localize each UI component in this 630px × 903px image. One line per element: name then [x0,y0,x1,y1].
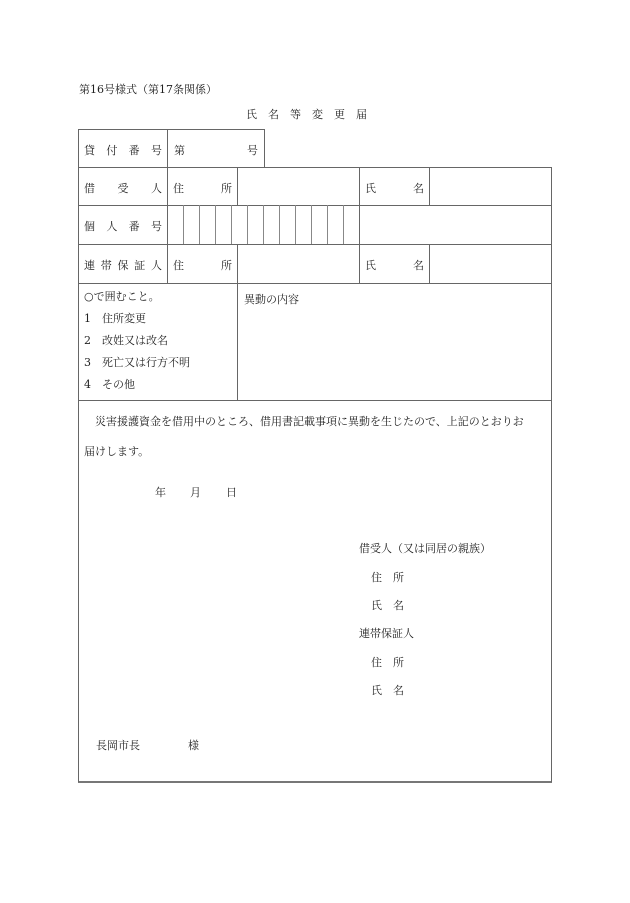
guarantor-address-input[interactable] [240,247,356,280]
individual-number-digit[interactable] [183,205,199,244]
label-char: 人 [151,259,162,272]
table-border [264,129,265,167]
label-char: 名 [413,182,424,195]
individual-number-digit[interactable] [343,205,359,244]
declaration [84,407,550,467]
loan-number-suffix: 号 [247,144,258,157]
table-border [78,129,265,130]
change-kind-option[interactable]: 2 改姓又は改名 [84,334,168,347]
date-year-label: 年 [155,486,166,499]
signature-guarantor-name: 氏 名 [371,684,404,697]
table-border [237,244,238,400]
label-char: 人 [151,182,162,195]
label-char: 号 [150,144,162,157]
label-char: 貸 [84,144,95,157]
label-char: 人 [106,220,118,233]
label-char: 住 [173,182,184,195]
table-border [78,244,552,245]
signature-borrower-name: 氏 名 [371,599,404,612]
loan-number-prefix: 第 [174,144,185,157]
table-border [429,244,430,283]
change-details-label: 異動の内容 [244,293,299,306]
change-kind-instruction: ○で囲むこと。 [84,290,160,303]
individual-number-digit[interactable] [279,205,295,244]
page-title: 氏名等変更届 [246,108,378,121]
table-border [429,167,430,205]
guarantor-name-label [365,257,424,273]
guarantor-label [84,257,162,273]
individual-number-digit[interactable] [247,205,263,244]
change-kind-option[interactable]: 4 その他 [84,378,135,391]
individual-number-digit[interactable] [295,205,311,244]
label-char: 所 [221,259,232,272]
label-char: 受 [117,182,129,195]
individual-number-digit[interactable] [327,205,343,244]
individual-number-digit[interactable] [311,205,327,244]
change-kind-option[interactable]: 1 住所変更 [84,312,146,325]
table-border [78,400,552,401]
table-border [78,781,552,783]
borrower-address-label [173,180,232,196]
signature-borrower-address: 住 所 [371,571,404,584]
addressee-honorific: 様 [188,739,199,752]
date-day-label: 日 [226,486,237,499]
label-char: 証 [134,259,146,272]
change-kind-option[interactable]: 3 死亡又は行方不明 [84,356,190,369]
label-char: 番 [128,220,140,233]
signature-borrower-heading: 借受人（又は同居の親族） [359,542,491,555]
declaration-line: 災害援護資金を借用中のところ、借用書記載事項に異動を生じたので、上記のとおりお [84,415,524,428]
guarantor-name-input[interactable] [432,247,548,280]
table-border [78,283,552,284]
individual-number-digit[interactable] [199,205,215,244]
label-char: 名 [413,259,424,272]
table-border [359,167,360,283]
label-char: 号 [150,220,162,233]
individual-number-digit[interactable] [167,205,183,244]
label-char: 個 [84,220,95,233]
label-char: 帯 [100,259,112,272]
label-char: 氏 [365,182,376,195]
change-kind-list [84,286,190,396]
label-char: 氏 [365,259,376,272]
label-char: 所 [221,182,232,195]
loan-number-input[interactable] [190,136,250,162]
table-border [551,167,552,782]
signature-guarantor-heading: 連帯保証人 [359,627,414,640]
borrower-name-input[interactable] [432,170,548,202]
table-border [237,167,238,205]
label-char: 借 [84,182,95,195]
table-border [78,129,79,782]
individual-number-label [84,218,162,234]
declaration-line: 届けします。 [84,445,150,458]
label-char: 付 [106,144,118,157]
individual-number-digit[interactable] [215,205,231,244]
signature-guarantor-address: 住 所 [371,656,404,669]
guarantor-address-label [173,257,232,273]
borrower-label [84,180,162,196]
label-char: 連 [84,259,95,272]
label-char: 番 [128,144,140,157]
borrower-address-input[interactable] [240,170,356,202]
change-details-input[interactable] [244,310,546,396]
individual-number-digit[interactable] [231,205,247,244]
table-border [78,167,552,168]
individual-number-digit[interactable] [263,205,279,244]
addressee-name: 長岡市長 [96,739,140,752]
label-char: 保 [117,259,129,272]
label-char: 住 [173,259,184,272]
loan-number-label [84,142,162,158]
date-month-label: 月 [190,486,201,499]
borrower-name-label [365,180,424,196]
form-code: 第16号様式（第17条関係） [79,83,217,96]
